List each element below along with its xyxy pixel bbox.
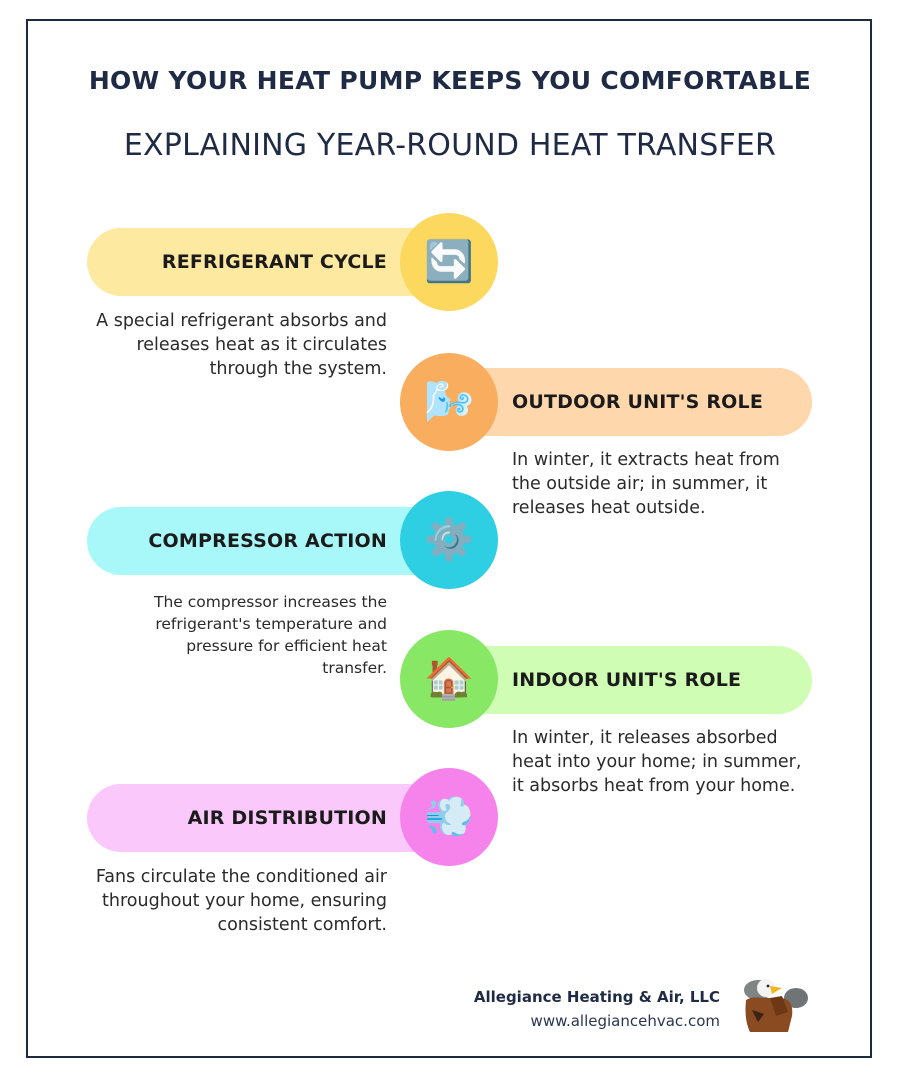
wind-face-icon: 🌬️ (424, 379, 474, 425)
step-compressor-action-badge (400, 491, 498, 589)
step-label: REFRIGERANT CYCLE (161, 251, 387, 273)
step-label: AIR DISTRIBUTION (187, 807, 387, 829)
eagle-mascot-logo (742, 976, 808, 1036)
step-label: OUTDOOR UNIT'S ROLE (512, 391, 764, 413)
step-description: In winter, it extracts heat from the outside air; in summer, it releases heat outside. (512, 450, 780, 518)
step-description: The compressor increases the refrigerant's temperature and pressure for efficient heat transfer. (154, 593, 387, 677)
step-compressor-action-pill (87, 507, 447, 575)
step-outdoor-unit-pill (452, 368, 812, 436)
step-air-distribution-badge (400, 768, 498, 866)
page-title: HOW YOUR HEAT PUMP KEEPS YOU COMFORTABLE (88, 66, 812, 95)
gear-icon: ⚙️ (424, 517, 474, 563)
step-description: A special refrigerant absorbs and releases heat as it circulates through the system. (96, 311, 387, 379)
step-label: INDOOR UNIT'S ROLE (512, 669, 742, 691)
step-indoor-unit-pill (452, 646, 812, 714)
dashing-air-cloud-icon: 💨 (424, 794, 474, 840)
house-icon: 🏠 (424, 656, 474, 702)
page-subtitle: EXPLAINING YEAR-ROUND HEAT TRANSFER (123, 128, 777, 163)
step-description: Fans circulate the conditioned air throughout your home, ensuring consistent comfort. (95, 867, 387, 935)
company-website-link[interactable]: www.allegiancehvac.com (530, 1012, 720, 1030)
step-refrigerant-cycle-badge (400, 213, 498, 311)
step-outdoor-unit-badge (400, 353, 498, 451)
counterclockwise-arrows-icon: 🔄 (424, 239, 474, 285)
step-air-distribution-pill (87, 784, 447, 852)
step-label: COMPRESSOR ACTION (148, 530, 387, 552)
step-indoor-unit-badge (400, 630, 498, 728)
company-name: Allegiance Heating & Air, LLC (473, 988, 720, 1006)
step-description: In winter, it releases absorbed heat into your home; in summer, it absorbs heat from your home. (512, 728, 802, 796)
step-refrigerant-cycle-pill (87, 228, 447, 296)
